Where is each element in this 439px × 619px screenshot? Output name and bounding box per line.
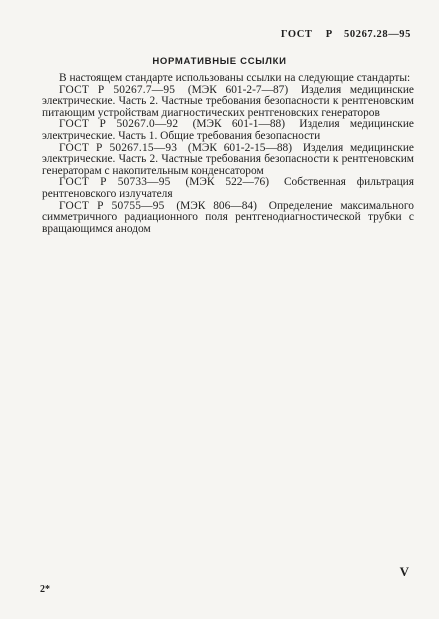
reference-iec: (МЭК 601-1—88)	[192, 118, 286, 131]
references-body	[42, 73, 414, 235]
reference-code: ГОСТ Р 50755—95	[59, 199, 165, 212]
reference-iec: (МЭК 522—76)	[185, 176, 270, 189]
running-header	[281, 29, 411, 40]
reference-text: Определение максимального симметричного радиационного поля рентгенодиагностической трубки с вращающимся анодом	[42, 199, 414, 235]
reference-code: ГОСТ Р 50267.7—95	[59, 83, 176, 96]
reference-text: Изделия медицинские электрические. Часть 1. Общие требования безопасности	[42, 118, 414, 142]
page-number: 2*	[40, 584, 50, 595]
reference-code: ГОСТ Р 50733—95	[59, 176, 171, 189]
reference-item	[42, 201, 414, 236]
header-gost: ГОСТ	[280, 29, 313, 40]
reference-iec: (МЭК 601-2-7—87)	[187, 83, 289, 96]
reference-item	[42, 85, 414, 120]
reference-code: ГОСТ Р 50267.0—92	[59, 118, 179, 131]
reference-item	[42, 177, 414, 200]
section-title: НОРМАТИВНЫЕ ССЫЛКИ	[152, 56, 287, 67]
page-roman-numeral: V	[399, 564, 409, 579]
reference-text: Собственная фильтрация рентгеновского излучателя	[42, 176, 415, 200]
header-p: Р	[325, 29, 333, 40]
reference-text: Изделия медицинские электрические. Часть 2. Частные требования безопасности к рентгеновским генераторам с накопительным конденсатором	[42, 141, 414, 177]
header-standard-number: 50267.28—95	[344, 29, 411, 40]
intro-paragraph: В настоящем стандарте использованы ссылки на следующие стандарты:	[59, 72, 411, 84]
reference-text: Изделия медицинские электрические. Часть 2. Частные требования безопасности к рентгеновским питающим устройствам диагностических рентгеновских генераторов	[42, 83, 414, 119]
reference-iec: (МЭК 806—84)	[176, 199, 257, 212]
reference-item	[42, 119, 414, 142]
reference-item	[42, 143, 414, 178]
reference-iec: (МЭК 601-2-15—88)	[187, 141, 293, 154]
reference-code: ГОСТ Р 50267.15—93	[59, 141, 178, 154]
